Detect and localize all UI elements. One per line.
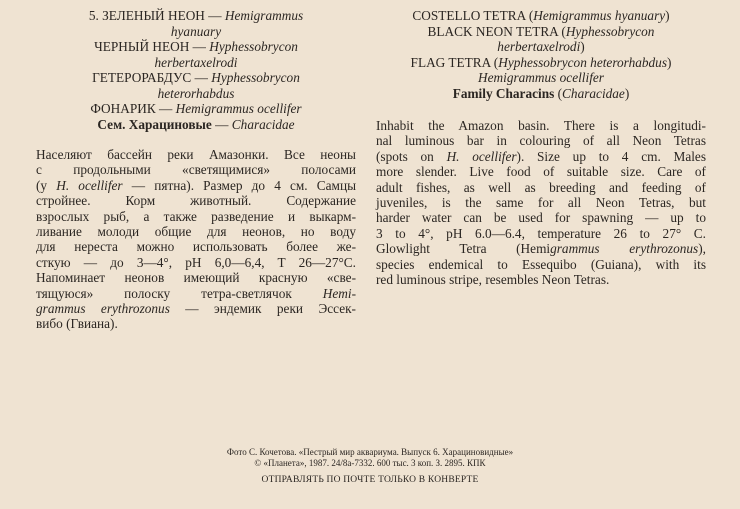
russian-heading-line — [36, 39, 356, 55]
russian-heading-latin: Hemigrammus — [224, 8, 304, 23]
russian-text-line: Населяют бассейн реки Амазонки. Все неоны — [36, 147, 356, 162]
russian-family-latin: Characidae — [231, 116, 295, 132]
english-text-line: (spots on H. ocellifer). Size up to 4 cm. Males — [376, 148, 707, 164]
russian-family-sep: — — [211, 116, 232, 132]
russian-heading-line — [36, 70, 356, 86]
russian-column — [36, 8, 356, 332]
english-family-close: ) — [624, 85, 630, 101]
russian-text-line: ливание молоди общие для неонов, но воду — [36, 224, 356, 240]
english-column — [376, 8, 706, 287]
english-family-line — [376, 86, 706, 102]
english-heading-latin: Hyphessobrycon — [565, 23, 655, 39]
russian-text-line: вибо (Гвиана). — [36, 316, 118, 332]
english-heading-latin: herbertaxelrodi — [497, 39, 581, 54]
english-heading-line — [376, 8, 706, 24]
russian-heading-latin: Hyphessobrycon — [209, 39, 298, 54]
english-heading-latin: Hyphessobrycon heterorhabdus — [498, 54, 667, 70]
russian-heading — [36, 8, 356, 117]
english-text-line: Glowlight Tetra (Hemigrammus erythrozonus), — [376, 241, 706, 257]
russian-heading-latin: heterorhabdus — [157, 85, 235, 101]
russian-heading-line — [36, 8, 356, 24]
russian-description — [36, 147, 356, 332]
english-description — [376, 118, 706, 287]
english-heading-line — [376, 70, 706, 86]
russian-text-line: (у H. ocellifer — пятна). Размер до 4 см. Самцы — [36, 177, 357, 193]
russian-heading-plain: ЧЕРНЫЙ НЕОН — — [94, 39, 210, 54]
english-heading-latin: Hemigrammus hyanuary — [533, 8, 666, 23]
russian-heading-latin: herbertaxelrodi — [154, 54, 238, 70]
russian-heading-latin: hyanuary — [170, 23, 222, 39]
english-heading-plain: FLAG TETRA ( — [410, 54, 499, 70]
photo-credit: Фото С. Кочетова. «Пестрый мир аквариума. Выпуск 6. Харациновидные» — [226, 447, 514, 457]
publication-footer — [0, 447, 740, 468]
english-heading-close: ) — [580, 39, 585, 54]
english-text-line: red luminous stripe, resembles Neon Tetras. — [376, 272, 610, 288]
english-family-latin: Characidae — [562, 85, 625, 101]
russian-text-line: взрослых рыб, а также разведение и выкарм- — [36, 208, 356, 224]
english-text-line: Inhabit the Amazon basin. There is a longitudi- — [376, 118, 706, 133]
russian-heading-line — [36, 86, 356, 102]
english-text-line: juveniles, is the same for all Neon Tetras, but — [376, 195, 706, 211]
russian-heading-line — [36, 101, 356, 117]
russian-heading-latin: Hemigrammus ocellifer — [175, 101, 302, 116]
russian-heading-plain: ГЕТЕРОРАБДУС — — [92, 70, 212, 85]
english-heading-line — [376, 55, 706, 71]
english-text-line: species endemical to Essequibo (Guiana), with its — [376, 256, 706, 272]
english-heading-line — [376, 39, 706, 55]
english-family-sep: ( — [554, 85, 563, 101]
english-text-line: 3 to 4°, pH 6.0—6.4, temperature 26 to 27° C. — [376, 225, 706, 241]
russian-text-line: grammus erythrozonus — эндемик реки Эссек- — [36, 301, 356, 317]
english-text-line: adult fishes, as well as breeding and feeding of — [376, 179, 706, 195]
publisher-info: © «Планета», 1987. 24/8а-7332. 600 тыс. 3 коп. З. 2895. КПК — [254, 457, 486, 468]
russian-heading-plain: 5. ЗЕЛЕНЫЙ НЕОН — — [88, 8, 225, 23]
english-heading-latin: Hemigrammus ocellifer — [478, 70, 604, 85]
russian-text-line: стройнее. Корм животный. Содержание — [36, 193, 356, 209]
english-text-line: more slender. Live food of suitable size. Care of — [376, 164, 706, 180]
english-heading-plain: BLACK NEON TETRA ( — [427, 23, 566, 39]
russian-heading-line — [36, 55, 356, 71]
russian-family-name: Сем. Харациновые — [97, 116, 212, 132]
english-heading-line — [376, 24, 706, 40]
english-heading-close: ) — [667, 54, 672, 70]
russian-family-line — [36, 117, 356, 133]
russian-text-line: для нереста можно использовать более же- — [36, 239, 356, 255]
english-heading-plain: COSTELLO TETRA ( — [412, 8, 534, 23]
english-text-line: nal luminous bar in colouring of all Neon Tetras — [376, 133, 706, 149]
english-family-name: Family Characins — [452, 85, 555, 101]
russian-heading-line — [36, 24, 356, 40]
english-heading-close: ) — [665, 8, 670, 23]
russian-heading-latin: Hyphessobrycon — [211, 70, 300, 85]
english-text-line: harder water can be used for spawning — up to — [376, 210, 706, 226]
russian-heading-plain: ФОНАРИК — — [90, 101, 176, 116]
russian-text-line: тящуюся» полоску тетра-светлячок Hemi- — [36, 285, 356, 301]
russian-text-line: Напоминает неонов имеющий красную «све- — [36, 270, 356, 286]
russian-text-line: с продольными «светящимися» полосами — [36, 162, 356, 178]
english-heading — [376, 8, 706, 86]
mailing-note: ОТПРАВЛЯТЬ ПО ПОЧТЕ ТОЛЬКО В КОНВЕРТЕ — [261, 475, 479, 485]
russian-text-line: сткую — до 3—4°, pH 6,0—6,4, T 26—27°C. — [36, 254, 356, 270]
